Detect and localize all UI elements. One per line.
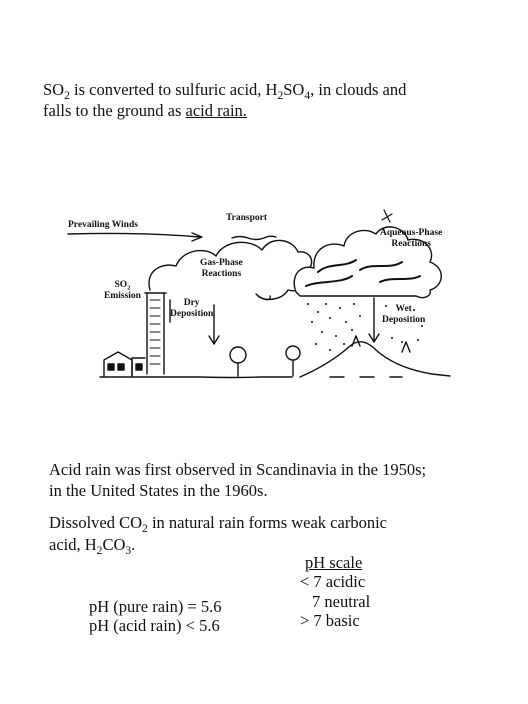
winds-label: Prevailing Winds	[68, 220, 138, 230]
small-trees	[352, 336, 410, 352]
raindrop	[343, 343, 345, 345]
carbonic-text: Dissolved CO	[49, 513, 143, 532]
raindrop	[359, 315, 361, 317]
carbonic-text: CO	[102, 535, 126, 554]
subscript: 2	[127, 284, 131, 292]
subscript: 2	[277, 90, 284, 103]
raindrop	[345, 321, 347, 323]
ph-acid-rain: pH (acid rain) < 5.6	[89, 616, 220, 635]
smokestack	[145, 293, 166, 374]
gas-phase-line-1: Gas-Phase	[200, 258, 243, 268]
emission-label	[104, 280, 141, 302]
ph-scale-basic: > 7 basic	[300, 611, 360, 630]
carbonic-line-1	[49, 513, 387, 536]
intro-text: falls to the ground as	[43, 101, 186, 120]
raindrop	[325, 303, 327, 305]
intro-text: SO	[283, 80, 305, 99]
cloud-sparkle	[382, 210, 392, 222]
aqueous-phase-label	[380, 228, 442, 250]
window	[118, 364, 124, 370]
raindrop	[315, 343, 317, 345]
dry-line-2: Deposition	[170, 309, 214, 319]
subscript: 2	[64, 90, 70, 103]
raindrop	[353, 303, 355, 305]
so2-text: SO	[114, 280, 128, 290]
raindrop	[317, 311, 319, 313]
raindrop	[339, 307, 341, 309]
transport-squiggle	[232, 236, 276, 239]
aqueous-line-1: Aqueous-Phase	[380, 228, 443, 238]
window	[108, 364, 114, 370]
intro-text: , in clouds and	[310, 80, 407, 99]
raindrop	[335, 335, 337, 337]
ph-scale-neutral: 7 neutral	[312, 592, 371, 611]
carbonic-line-2	[49, 535, 136, 558]
intro-text: SO	[43, 80, 65, 99]
gas-phase-label	[200, 258, 243, 280]
ph-pure-rain: pH (pure rain) = 5.6	[89, 597, 222, 616]
wet-line-1: Wet	[395, 304, 412, 314]
ground-left	[100, 377, 292, 378]
so2-line	[104, 280, 141, 291]
carbonic-text: in natural rain forms weak carbonic	[147, 513, 387, 532]
raindrop	[321, 331, 323, 333]
carbonic-text: acid, H	[49, 535, 97, 554]
carbonic-text: .	[131, 535, 136, 554]
raindrop	[417, 339, 419, 341]
ph-scale-acidic: < 7 acidic	[300, 572, 366, 591]
hill	[300, 342, 450, 377]
history-line-1: Acid rain was first observed in Scandinavia in the 1950s;	[49, 460, 427, 479]
transport-label: Transport	[226, 213, 267, 223]
intro-text: is converted to sulfuric acid, H	[69, 80, 278, 99]
ph-scale-title: pH scale	[305, 553, 363, 572]
wet-deposition-label	[382, 304, 425, 326]
subscript: 2	[142, 523, 148, 536]
smokestack-bands	[150, 300, 160, 364]
subscript: 4	[304, 90, 311, 103]
raindrop	[391, 337, 393, 339]
raindrop	[329, 317, 331, 319]
raindrop	[311, 321, 313, 323]
gas-phase-line-2: Reactions	[201, 269, 242, 279]
window	[136, 364, 142, 370]
subscript: 3	[125, 545, 132, 558]
raindrop	[351, 329, 353, 331]
tree-crown	[286, 346, 300, 360]
subscript: 2	[96, 545, 103, 558]
raindrop	[329, 349, 331, 351]
aqueous-line-2: Reactions	[391, 239, 431, 249]
dry-line-1: Dry	[183, 298, 200, 308]
emission-line: Emission	[104, 291, 141, 301]
wet-line-2: Deposition	[382, 315, 426, 325]
history-line-2: in the United States in the 1960s.	[49, 481, 268, 500]
raindrop	[307, 303, 309, 305]
dry-deposition-label	[170, 298, 213, 320]
tree-crown	[230, 347, 246, 363]
wind-arrow-line	[68, 233, 200, 237]
raindrop	[401, 341, 403, 343]
acid-rain-term: acid rain.	[185, 101, 247, 120]
